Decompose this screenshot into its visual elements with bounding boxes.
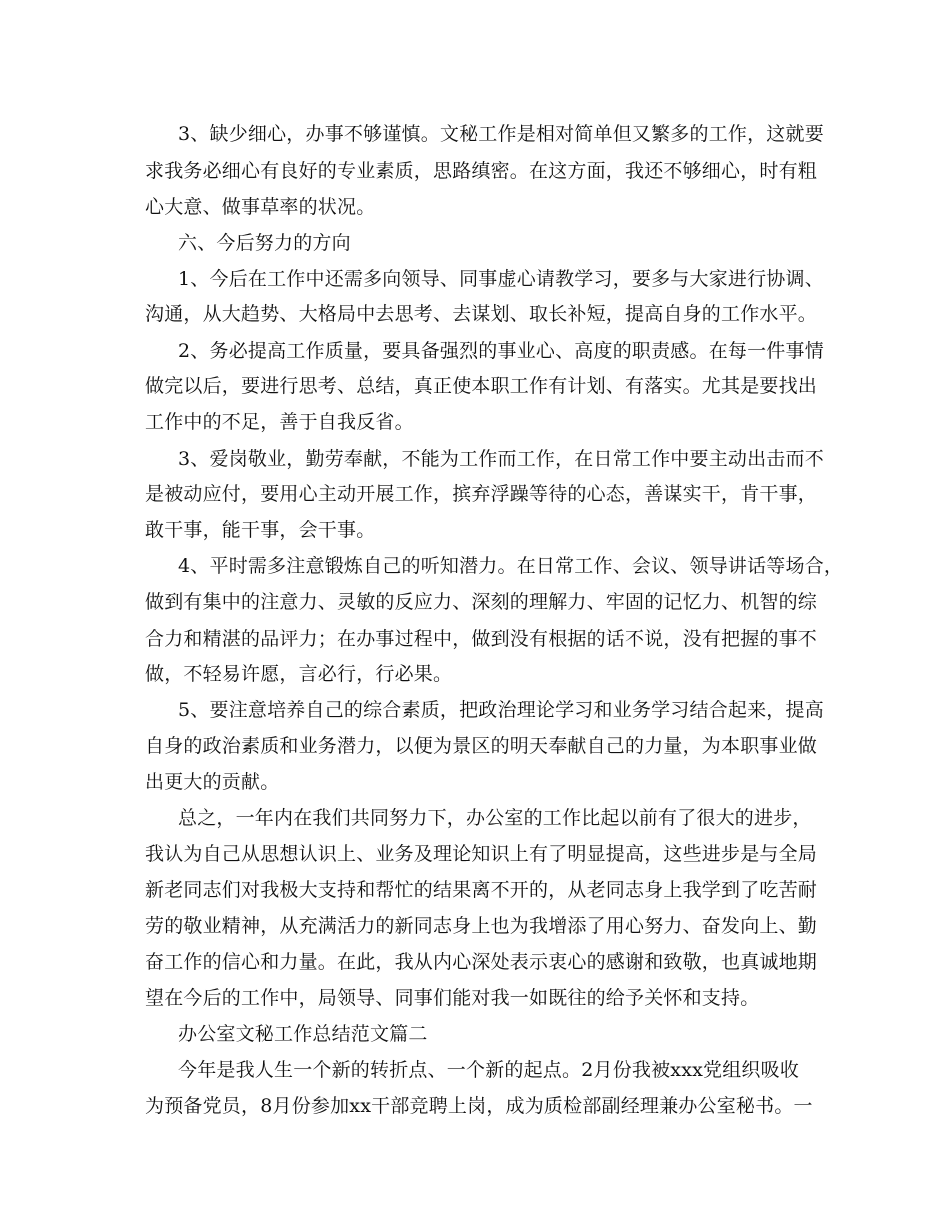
- text-line: 劳的敬业精神，从充满活力的新同志身上也为我增添了用心努力、奋发向上、勤: [145, 915, 818, 937]
- text-line: 做，不轻易许愿，言必行，行必果。: [145, 663, 453, 685]
- text-line: 今年是我人生一个新的转折点、一个新的起点。2月份我被xxx党组织吸收: [178, 1059, 800, 1081]
- text-line: 2、务必提高工作质量，要具备强烈的事业心、高度的职责感。在每一件事情: [178, 340, 824, 362]
- text-line: 工作中的不足，善于自我反省。: [145, 411, 414, 433]
- text-line: 合力和精湛的品评力；在办事过程中，做到没有根据的话不说，没有把握的事不: [145, 628, 818, 650]
- text-line: 我认为自己从思想认识上、业务及理论知识上有了明显提高，这些进步是与全局: [145, 843, 818, 865]
- section-heading: 办公室文秘工作总结范文篇二: [178, 1023, 428, 1045]
- text-line: 心大意、做事草率的状况。: [145, 196, 376, 218]
- text-line: 新老同志们对我极大支持和帮忙的结果离不开的，从老同志身上我学到了吃苦耐: [145, 879, 818, 901]
- text-line: 做到有集中的注意力、灵敏的反应力、深刻的理解力、牢固的记忆力、机智的综: [145, 591, 818, 613]
- text-line: 5、要注意培养自己的综合素质，把政治理论学习和业务学习结合起来，提高: [178, 699, 824, 721]
- text-line: 望在今后的工作中，局领导、同事们能对我一如既往的给予关怀和支持。: [145, 987, 760, 1009]
- text-line: 是被动应付，要用心主动开展工作，摈弃浮躁等待的心态，善谋实干，肯干事，: [145, 483, 818, 505]
- text-line: 沟通，从大趋势、大格局中去思考、去谋划、取长补短，提高自身的工作水平。: [145, 303, 818, 325]
- text-line: 求我务必细心有良好的专业素质，思路缜密。在这方面，我还不够细心，时有粗: [145, 160, 818, 182]
- text-line: 敢干事，能干事，会干事。: [145, 519, 376, 541]
- text-line: 4、平时需多注意锻炼自己的听知潜力。在日常工作、会议、领导讲话等场合，: [178, 555, 844, 577]
- text-line: 为预备党员，8月份参加xx干部竞聘上岗，成为质检部副经理兼办公室秘书。一: [145, 1095, 813, 1117]
- text-line: 出更大的贡献。: [145, 771, 280, 793]
- section-heading: 六、今后努力的方向: [178, 232, 351, 254]
- text-line: 3、爱岗敬业，勤劳奉献，不能为工作而工作，在日常工作中要主动出击而不: [178, 448, 824, 470]
- text-line: 总之，一年内在我们共同努力下，办公室的工作比起以前有了很大的进步，: [178, 807, 812, 829]
- text-line: 1、今后在工作中还需多向领导、同事虚心请教学习，要多与大家进行协调、: [178, 268, 824, 290]
- text-line: 3、缺少细心，办事不够谨慎。文秘工作是相对简单但又繁多的工作，这就要: [178, 123, 824, 145]
- text-line: 奋工作的信心和力量。在此，我从内心深处表示衷心的感谢和致敬，也真诚地期: [145, 951, 818, 973]
- text-line: 做完以后，要进行思考、总结，真正使本职工作有计划、有落实。尤其是要找出: [145, 375, 818, 397]
- text-line: 自身的政治素质和业务潜力，以便为景区的明天奉献自己的力量，为本职事业做: [145, 735, 818, 757]
